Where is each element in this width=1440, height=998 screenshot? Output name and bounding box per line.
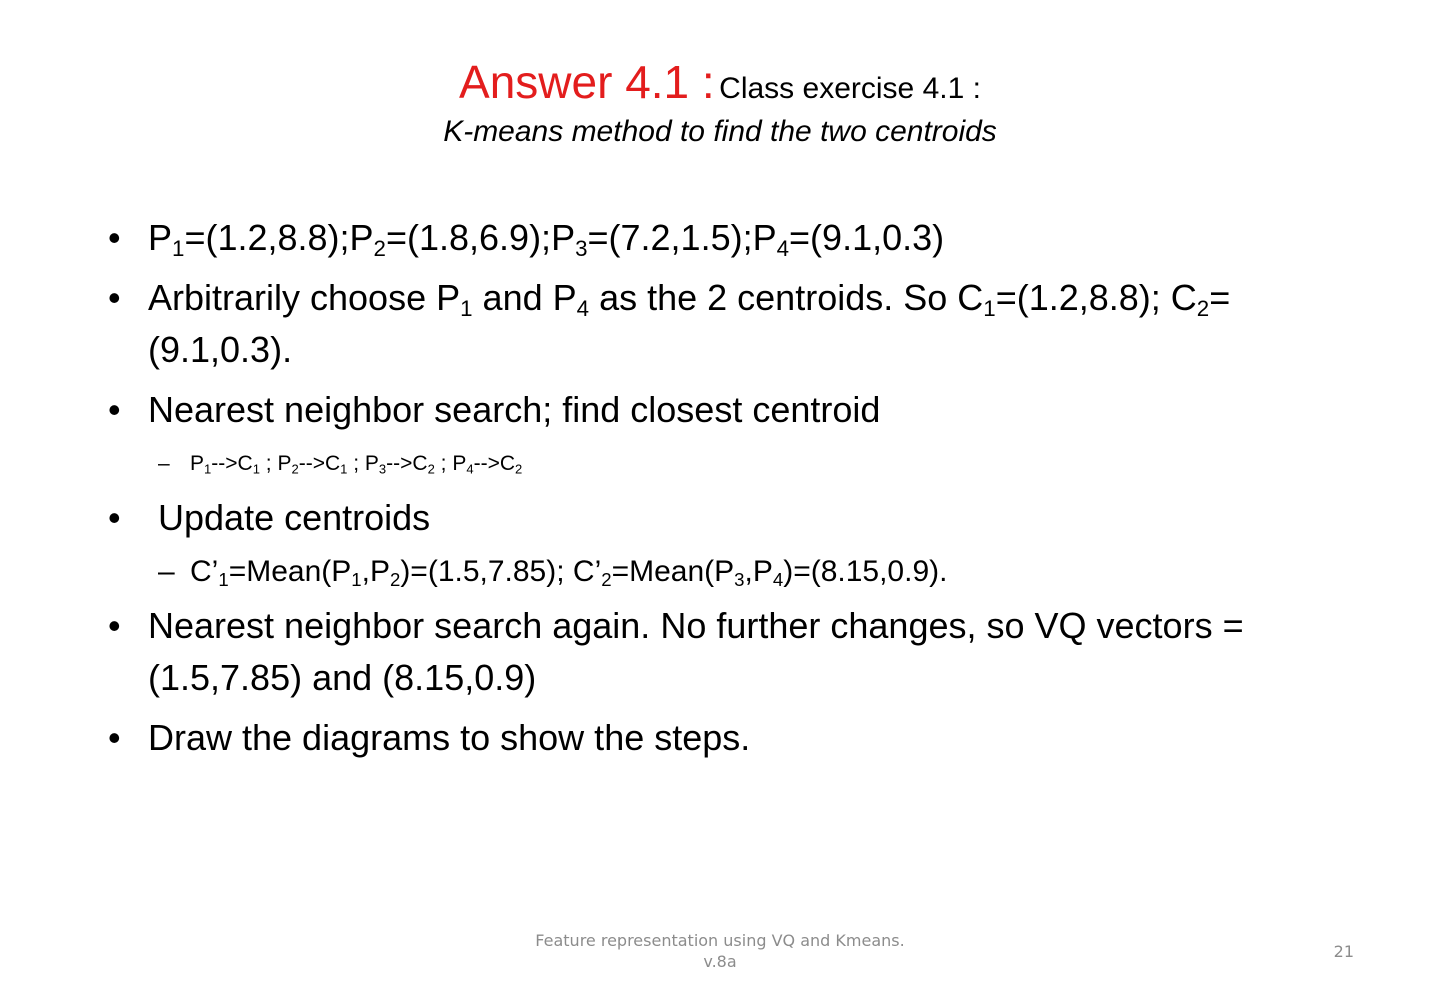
footer-version: v.8a (703, 952, 737, 971)
slide-subtitle: K-means method to find the two centroids (443, 115, 997, 148)
bullet-search-again: • Nearest neighbor search again. No further changes, so VQ vectors =(1.5,7.85) and (8.15,0.9) (108, 600, 1348, 704)
bullet-draw-diagrams: • Draw the diagrams to show the steps. (108, 712, 1348, 764)
footer-title: Feature representation using VQ and Kmeans. (535, 931, 905, 950)
footer (470, 930, 970, 972)
sub-bullet-new-centroids: – $C’_1=Mean(P_1,P_2)=(1.5,7.85)$; $C’_2=Mean(P_3,P_4)=(8.15,0.9)$. (108, 552, 1348, 592)
bullet-update-centroids: • Update centroids (108, 492, 1348, 544)
title-exercise: Class exercise 4.1 : (719, 72, 981, 105)
bullet-nearest-neighbor: • Nearest neighbor search; find closest centroid (108, 384, 1348, 436)
title-answer: Answer 4.1 : (459, 56, 715, 108)
slide-title (0, 56, 1440, 109)
sub-bullet-assignments: – $P_1-->C_1$ ; $P_2-->C_1$ ; $P_3-->C_2$ ; $P_4-->C_2$ (108, 444, 1348, 484)
bullet-points: • $P_1=(1.2,8.8);P_2=(1.8,6.9);P_3=(7.2,1.5);P_4=(9.1,0.3)$ (108, 212, 1348, 264)
bullet-choose-centroids: • Arbitrarily choose $P_1$ and $P_4$ as the 2 centroids. So $C_1=(1.2,8.8)$; $C_2=(9.1,0.3)$. (108, 272, 1348, 376)
page-number: 21 (1333, 942, 1354, 961)
slide-body (108, 212, 1348, 772)
